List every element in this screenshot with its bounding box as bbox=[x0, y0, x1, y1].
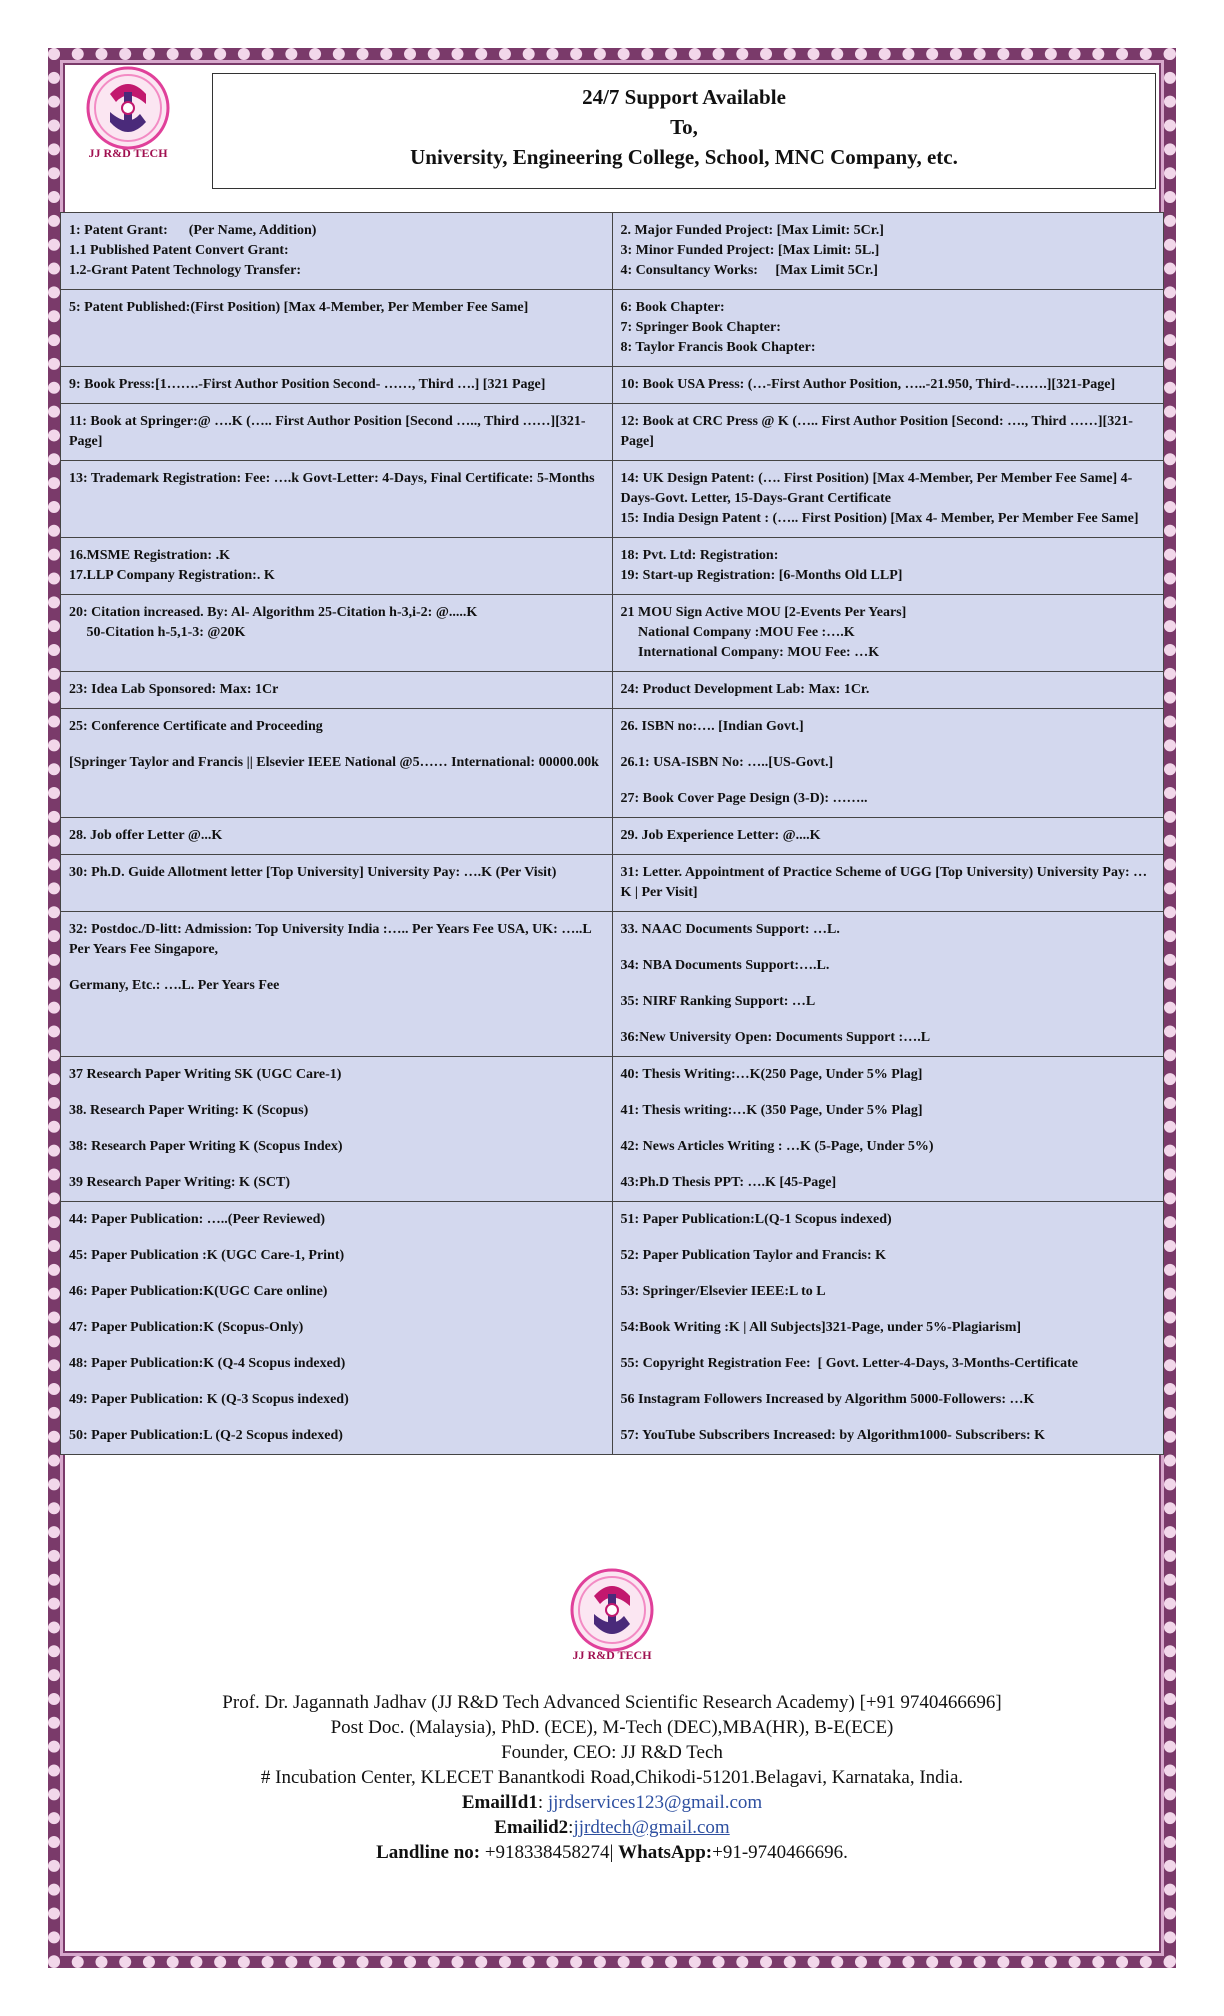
service-item: National Company :MOU Fee :….K bbox=[620, 625, 855, 640]
cell-spacer bbox=[621, 976, 1156, 992]
service-item: 6: Book Chapter: bbox=[620, 300, 725, 315]
footer-email1-line: EmailId1: jjrdservices123@gmail.com bbox=[461, 1792, 763, 1813]
cell-spacer bbox=[621, 940, 1156, 956]
footer-degrees-line: Post Doc. (Malaysia), PhD. (ECE), M-Tech (DEC),MBA(HR), B-E(ECE) bbox=[330, 1717, 894, 1738]
service-item: 24: Product Development Lab: Max: 1Cr. bbox=[620, 682, 870, 697]
service-item: 21 MOU Sign Active MOU [2-Events Per Years] bbox=[620, 605, 907, 620]
landline-label: Landline no: bbox=[376, 1842, 481, 1863]
table-cell-right bbox=[612, 709, 1164, 818]
cell-spacer bbox=[621, 1157, 1156, 1173]
cell-spacer bbox=[69, 1085, 604, 1101]
table-row bbox=[61, 538, 1164, 595]
email1-label: EmailId1 bbox=[461, 1792, 538, 1813]
service-item: 38. Research Paper Writing: K (Scopus) bbox=[69, 1103, 309, 1118]
service-item: 50-Citation h-5,1-3: @20K bbox=[69, 625, 246, 640]
service-item: 35: NIRF Ranking Support: …L bbox=[620, 994, 816, 1009]
service-item: 56 Instagram Followers Increased by Algorithm 5000-Followers: …K bbox=[620, 1392, 1035, 1407]
service-item: 9: Book Press:[1…….-First Author Position Second- ……, Third ….] [321 Page] bbox=[69, 377, 546, 392]
service-item: 49: Paper Publication: K (Q-3 Scopus indexed) bbox=[69, 1392, 349, 1407]
service-item: 1.1 Published Patent Convert Grant: bbox=[69, 243, 289, 258]
logo-text: JJ R&D TECH bbox=[88, 146, 168, 160]
service-item: 47: Paper Publication:K (Scopus-Only) bbox=[69, 1320, 304, 1335]
service-item: 1.2-Grant Patent Technology Transfer: bbox=[69, 263, 302, 278]
cell-spacer bbox=[69, 1157, 604, 1173]
service-item: 37 Research Paper Writing SK (UGC Care-1) bbox=[69, 1067, 342, 1082]
service-item: 41: Thesis writing:…K (350 Page, Under 5% Plag] bbox=[620, 1103, 923, 1118]
table-cell-right bbox=[612, 538, 1164, 595]
landline-number: +918338458274 bbox=[480, 1842, 610, 1863]
service-item: 20: Citation increased. By: Al- Algorithm 25-Citation h-3,i-2: @.....K bbox=[69, 605, 478, 620]
table-cell-left bbox=[61, 595, 613, 672]
service-item: 30: Ph.D. Guide Allotment letter [Top University] University Pay: ….K (Per Visit) bbox=[69, 865, 557, 880]
table-cell-right bbox=[612, 367, 1164, 404]
service-item: 42: News Articles Writing : …K (5-Page, Under 5%) bbox=[620, 1139, 934, 1154]
cell-spacer bbox=[621, 1012, 1156, 1028]
service-item: 50: Paper Publication:L (Q-2 Scopus indexed) bbox=[69, 1428, 343, 1443]
table-cell-right bbox=[612, 404, 1164, 461]
table-row bbox=[61, 290, 1164, 367]
email2-label: Emailid2 bbox=[494, 1817, 569, 1838]
service-item: 5: Patent Published:(First Position) [Max 4-Member, Per Member Fee Same] bbox=[69, 300, 529, 315]
service-item: 19: Start-up Registration: [6-Months Old LLP] bbox=[620, 568, 903, 583]
service-item: 51: Paper Publication:L(Q-1 Scopus indexed) bbox=[620, 1212, 892, 1227]
cell-spacer bbox=[69, 1338, 604, 1354]
service-item: 39 Research Paper Writing: K (SCT) bbox=[69, 1175, 291, 1190]
service-item: 4: Consultancy Works: [Max Limit 5Cr.] bbox=[620, 263, 878, 278]
footer-name-line: Prof. Dr. Jagannath Jadhav (JJ R&D Tech Advanced Scientific Research Academy) [+91 9740466696] bbox=[222, 1692, 1002, 1713]
email1-link[interactable]: jjrdservices123@gmail.com bbox=[547, 1792, 763, 1813]
service-item: 31: Letter. Appointment of Practice Scheme of UGG [Top University) University Pay: …K | Per Visit] bbox=[620, 865, 1148, 900]
table-row bbox=[61, 672, 1164, 709]
service-item: 52: Paper Publication Taylor and Francis: K bbox=[620, 1248, 887, 1263]
cell-spacer bbox=[621, 737, 1156, 753]
service-item: 48: Paper Publication:K (Q-4 Scopus indexed) bbox=[69, 1356, 346, 1371]
table-cell-left bbox=[61, 912, 613, 1057]
service-item: 45: Paper Publication :K (UGC Care-1, Print) bbox=[69, 1248, 345, 1263]
service-item: 16.MSME Registration: .K bbox=[69, 548, 230, 563]
service-item: 26.1: USA-ISBN No: …..[US-Govt.] bbox=[620, 755, 834, 770]
footer-email2-line: Emailid2:jjrdtech@gmail.com bbox=[494, 1817, 730, 1838]
table-cell-left bbox=[61, 290, 613, 367]
table-cell-right bbox=[612, 672, 1164, 709]
table-cell-left bbox=[61, 367, 613, 404]
cell-spacer bbox=[69, 737, 604, 753]
service-item: 13: Trademark Registration: Fee: ….k Govt-Letter: 4-Days, Final Certificate: 5-Months bbox=[69, 471, 595, 486]
service-item: 23: Idea Lab Sponsored: Max: 1Cr bbox=[69, 682, 279, 697]
table-cell-right bbox=[612, 912, 1164, 1057]
contact-footer bbox=[60, 1690, 1164, 1865]
whatsapp-label: WhatsApp: bbox=[618, 1842, 713, 1863]
service-item: 1: Patent Grant: (Per Name, Addition) bbox=[69, 223, 317, 238]
table-row bbox=[61, 855, 1164, 912]
email2-link[interactable]: jjrdtech@gmail.com bbox=[573, 1817, 730, 1838]
footer-address-line: # Incubation Center, KLECET Banantkodi Road,Chikodi-51201.Belagavi, Karnataka, India. bbox=[260, 1767, 964, 1788]
service-item: 40: Thesis Writing:…K(250 Page, Under 5% Plag] bbox=[620, 1067, 923, 1082]
service-item: 8: Taylor Francis Book Chapter: bbox=[620, 340, 816, 355]
cell-spacer bbox=[621, 1410, 1156, 1426]
service-item: 57: YouTube Subscribers Increased: by Algorithm1000- Subscribers: K bbox=[620, 1428, 1046, 1443]
cell-spacer bbox=[621, 773, 1156, 789]
cell-spacer bbox=[621, 1266, 1156, 1282]
table-cell-left bbox=[61, 404, 613, 461]
service-item: 27: Book Cover Page Design (3-D): …….. bbox=[620, 791, 868, 806]
footer-logo bbox=[564, 1566, 660, 1670]
cell-spacer bbox=[69, 1374, 604, 1390]
service-item: 29. Job Experience Letter: @....K bbox=[620, 828, 821, 843]
cell-spacer bbox=[69, 960, 604, 976]
header-line-3: University, Engineering College, School, MNC Company, etc. bbox=[410, 145, 958, 169]
table-row bbox=[61, 818, 1164, 855]
logo-text: JJ R&D TECH bbox=[572, 1648, 652, 1662]
service-item: 26. ISBN no:…. [Indian Govt.] bbox=[620, 719, 804, 734]
service-item: 33. NAAC Documents Support: …L. bbox=[620, 922, 840, 937]
company-logo bbox=[80, 64, 176, 168]
cell-spacer bbox=[69, 1302, 604, 1318]
service-item: 10: Book USA Press: (…-First Author Position, …..-21.950, Third-…….][321-Page] bbox=[620, 377, 1116, 392]
service-item: Germany, Etc.: ….L. Per Years Fee bbox=[69, 978, 280, 993]
service-item: 12: Book at CRC Press @ K (….. First Author Position [Second: …., Third ……][321-Page] bbox=[620, 414, 1133, 449]
header-line-1: 24/7 Support Available bbox=[582, 85, 786, 109]
cell-spacer bbox=[621, 1121, 1156, 1137]
service-item: 14: UK Design Patent: (…. First Position) [Max 4-Member, Per Member Fee Same] 4-Days-Govt. Letter, 15-Days-Grant Certificate bbox=[620, 471, 1133, 506]
table-cell-left bbox=[61, 818, 613, 855]
service-item: 44: Paper Publication: …..(Peer Reviewed) bbox=[69, 1212, 326, 1227]
cell-spacer bbox=[69, 1266, 604, 1282]
table-cell-left bbox=[61, 461, 613, 538]
service-item: 55: Copyright Registration Fee: [ Govt. Letter-4-Days, 3-Months-Certificate bbox=[620, 1356, 1078, 1371]
service-item: 2. Major Funded Project: [Max Limit: 5Cr.] bbox=[620, 223, 884, 238]
cell-spacer bbox=[69, 1230, 604, 1246]
service-item: 3: Minor Funded Project: [Max Limit: 5L.] bbox=[620, 243, 880, 258]
cell-spacer bbox=[621, 1085, 1156, 1101]
table-row bbox=[61, 404, 1164, 461]
services-table bbox=[60, 212, 1164, 1455]
table-row bbox=[61, 213, 1164, 290]
cell-spacer bbox=[621, 1338, 1156, 1354]
table-row bbox=[61, 367, 1164, 404]
service-item: 17.LLP Company Registration:. K bbox=[69, 568, 275, 583]
table-cell-left bbox=[61, 709, 613, 818]
service-item: 18: Pvt. Ltd: Registration: bbox=[620, 548, 779, 563]
service-item: 34: NBA Documents Support:….L. bbox=[620, 958, 830, 973]
footer-phone-line: Landline no: +918338458274| WhatsApp:+91-9740466696. bbox=[376, 1842, 848, 1863]
service-item: 38: Research Paper Writing K (Scopus Index) bbox=[69, 1139, 343, 1154]
table-cell-right bbox=[612, 213, 1164, 290]
table-cell-left bbox=[61, 538, 613, 595]
table-row bbox=[61, 595, 1164, 672]
service-item: International Company: MOU Fee: …K bbox=[620, 645, 880, 660]
service-item: 53: Springer/Elsevier IEEE:L to L bbox=[620, 1284, 826, 1299]
footer-founder-line: Founder, CEO: JJ R&D Tech bbox=[501, 1742, 723, 1763]
table-row bbox=[61, 912, 1164, 1057]
table-cell-right bbox=[612, 1057, 1164, 1202]
table-cell-right bbox=[612, 818, 1164, 855]
service-item: 28. Job offer Letter @...K bbox=[69, 828, 223, 843]
service-item: 46: Paper Publication:K(UGC Care online) bbox=[69, 1284, 328, 1299]
service-item: 15: India Design Patent : (….. First Position) [Max 4- Member, Per Member Fee Same] bbox=[620, 511, 1139, 526]
service-item: [Springer Taylor and Francis || Elsevier IEEE National @5…… International: 00000.00k bbox=[69, 755, 599, 770]
service-item: 25: Conference Certificate and Proceeding bbox=[69, 719, 323, 734]
table-cell-right bbox=[612, 855, 1164, 912]
cell-spacer bbox=[621, 1302, 1156, 1318]
table-cell-left bbox=[61, 1057, 613, 1202]
table-cell-left bbox=[61, 1202, 613, 1455]
service-item: 32: Postdoc./D-litt: Admission: Top University India :….. Per Years Fee USA, UK: …..L Per Years Fee Singapore, bbox=[69, 922, 595, 957]
table-cell-right bbox=[612, 595, 1164, 672]
cell-spacer bbox=[69, 1410, 604, 1426]
service-item: 54:Book Writing :K | All Subjects]321-Page, under 5%-Plagiarism] bbox=[620, 1320, 1022, 1335]
table-cell-left bbox=[61, 213, 613, 290]
service-item: 36:New University Open: Documents Support :….L bbox=[620, 1030, 931, 1045]
header-line-2: To, bbox=[670, 115, 698, 139]
table-row bbox=[61, 1057, 1164, 1202]
table-row bbox=[61, 709, 1164, 818]
service-item: 11: Book at Springer:@ ….K (….. First Author Position [Second ….., Third ……][321-Page] bbox=[69, 414, 586, 449]
service-item: 7: Springer Book Chapter: bbox=[620, 320, 781, 335]
service-item: 43:Ph.D Thesis PPT: ….K [45-Page] bbox=[620, 1175, 837, 1190]
table-cell-right bbox=[612, 1202, 1164, 1455]
header-box bbox=[212, 73, 1156, 189]
table-cell-left bbox=[61, 855, 613, 912]
whatsapp-number: +91-9740466696. bbox=[712, 1842, 848, 1863]
table-cell-right bbox=[612, 290, 1164, 367]
table-cell-right bbox=[612, 461, 1164, 538]
table-row bbox=[61, 1202, 1164, 1455]
table-row bbox=[61, 461, 1164, 538]
cell-spacer bbox=[621, 1374, 1156, 1390]
cell-spacer bbox=[69, 1121, 604, 1137]
cell-spacer bbox=[621, 1230, 1156, 1246]
table-cell-left bbox=[61, 672, 613, 709]
